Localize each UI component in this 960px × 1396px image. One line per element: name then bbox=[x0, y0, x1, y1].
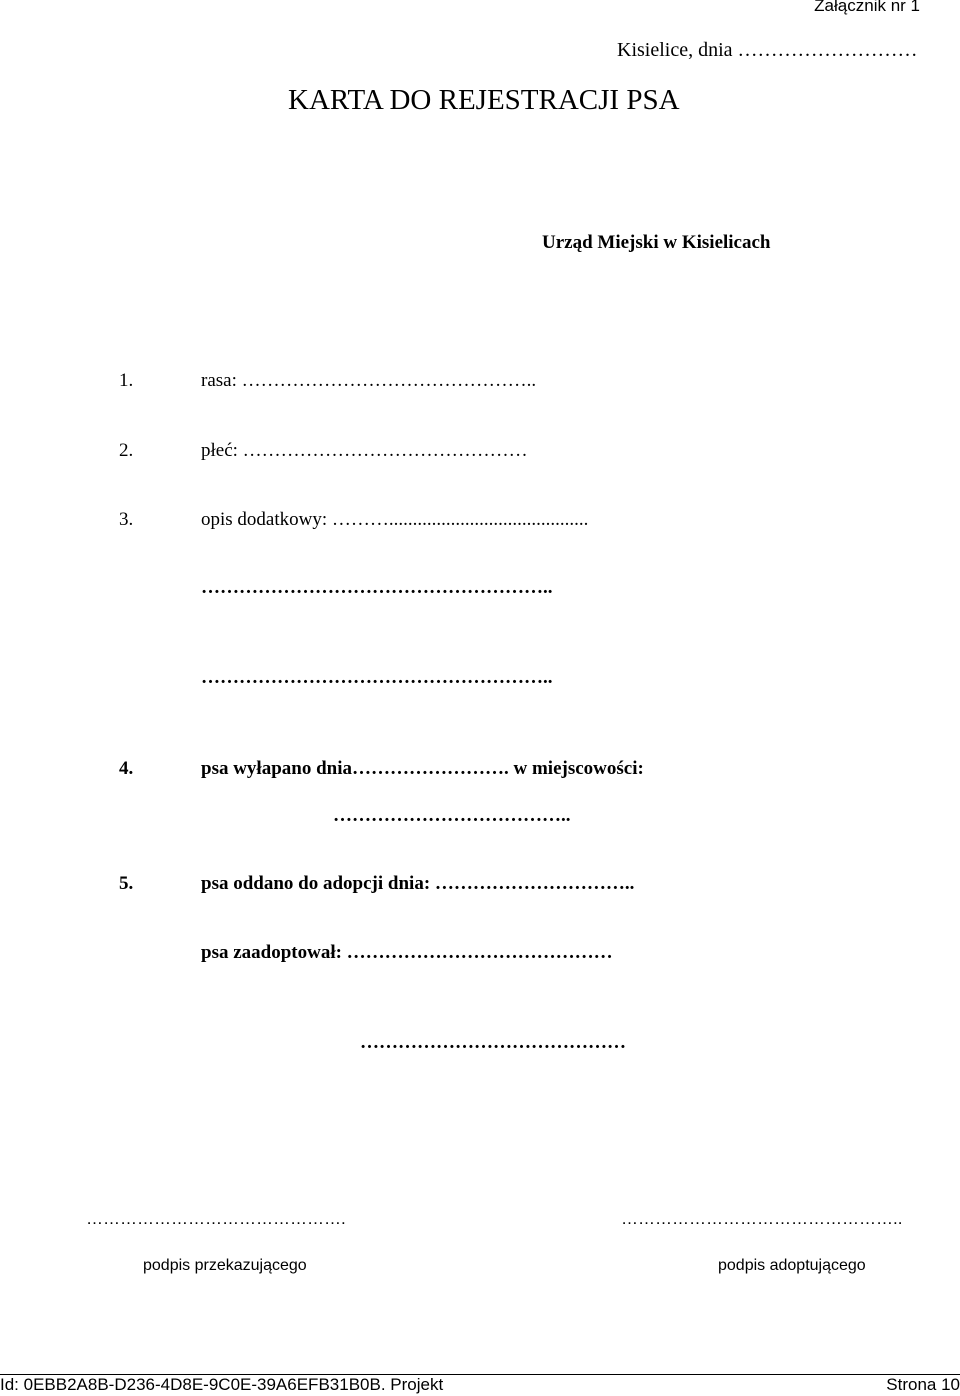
item-number-2: 2. bbox=[119, 440, 134, 461]
caught-location-line: ……………………………….. bbox=[333, 805, 571, 826]
signature-label-right: podpis adoptującego bbox=[718, 1257, 866, 1274]
description-line-1: ……………………………………………….. bbox=[201, 577, 553, 598]
signature-line-right: ………………………………………….. bbox=[621, 1209, 903, 1228]
item-number-5: 5. bbox=[119, 873, 134, 894]
item-adoption-date: psa oddano do adopcji dnia: ………………………….. bbox=[201, 873, 635, 894]
item-adopter: psa zaadoptował: …………………………………… bbox=[201, 942, 613, 963]
footer-document-id: Id: 0EBB2A8B-D236-4D8E-9C0E-39A6EFB31B0B. Projekt bbox=[0, 1375, 444, 1394]
item-number-1: 1. bbox=[119, 370, 134, 391]
footer-page-number: Strona 10 bbox=[886, 1375, 960, 1394]
description-line-2: ……………………………………………….. bbox=[201, 667, 553, 688]
item-number-4: 4. bbox=[119, 758, 134, 779]
adopter-line-2: …………………………………… bbox=[360, 1032, 626, 1053]
signature-line-left: ………………………………………. bbox=[86, 1209, 346, 1228]
signature-label-left: podpis przekazującego bbox=[143, 1257, 307, 1274]
item-number-3: 3. bbox=[119, 509, 134, 530]
attachment-label: Załącznik nr 1 bbox=[814, 0, 920, 15]
recipient-office: Urząd Miejski w Kisielicach bbox=[542, 232, 771, 253]
page-title: KARTA DO REJESTRACJI PSA bbox=[288, 84, 680, 116]
item-description: opis dodatkowy: ……….......................................... bbox=[201, 509, 589, 530]
item-breed: rasa: ……………………………………….. bbox=[201, 370, 537, 391]
item-caught: psa wyłapano dnia……………………. w miejscowości: bbox=[201, 758, 644, 779]
place-date-line: Kisielice, dnia ……………………… bbox=[617, 39, 918, 61]
item-sex: płeć: ……………………………………… bbox=[201, 440, 528, 461]
